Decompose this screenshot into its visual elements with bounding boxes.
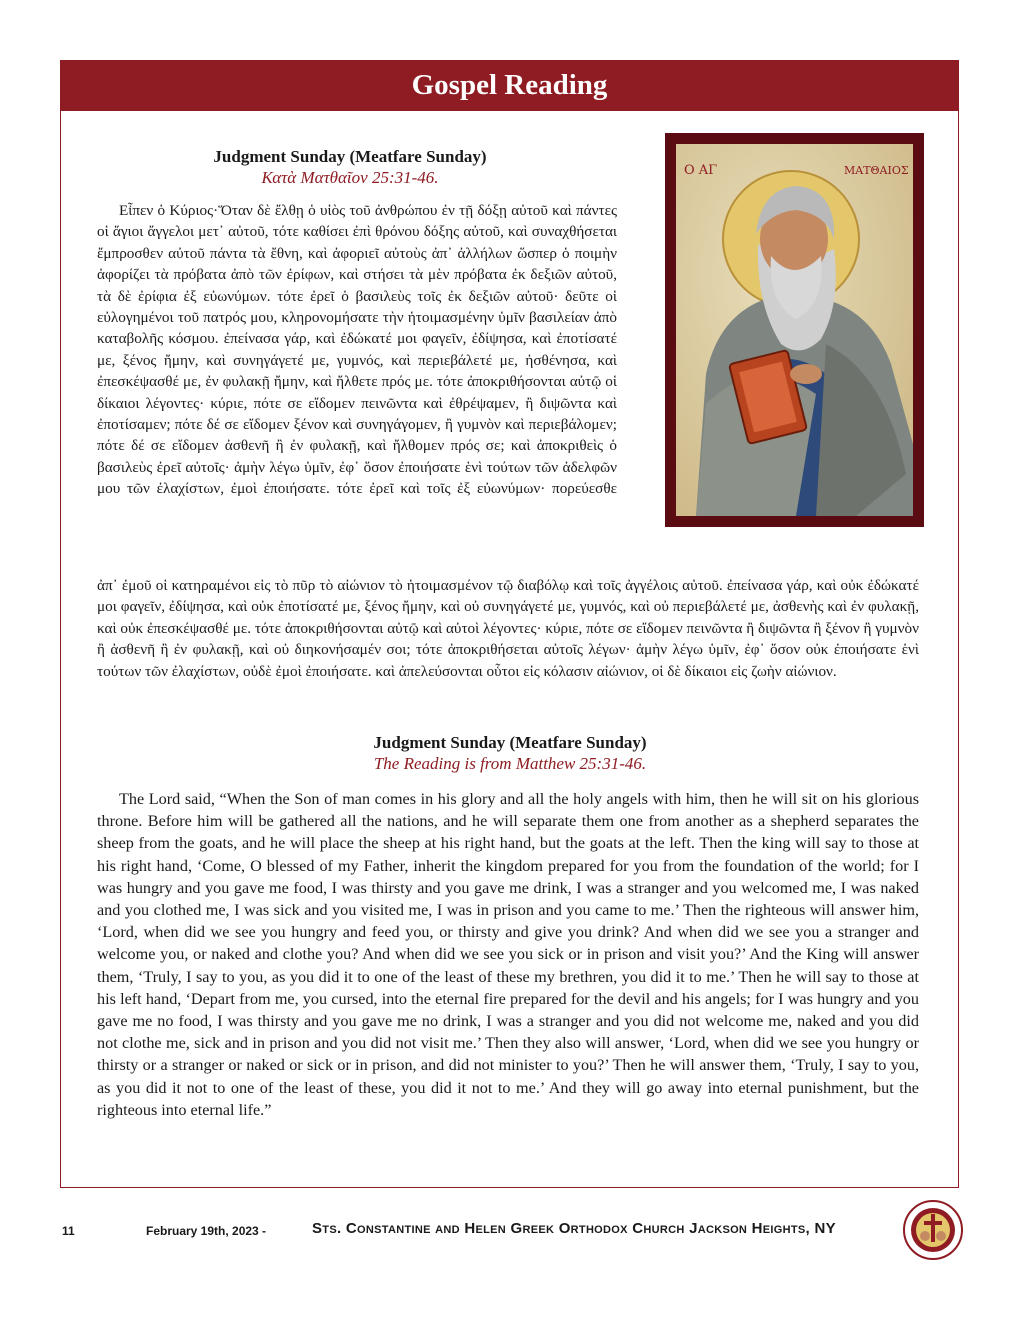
page-number: 11 — [62, 1224, 75, 1238]
greek-heading — [150, 146, 550, 188]
page-banner: Gospel Reading — [60, 60, 959, 111]
english-text: The Lord said, “When the Son of man comes in his glory and all the holy angels with him, then he will sit on his glorious throne. Before him will be gathered all the nations, and he will separate them one from another as a shepherd separates the sheep from the goats, and he will place the sheep at his right hand, but the goats at the left. Then the king will say to those at his right hand, ‘Come, O blessed of my Father, inherit the kingdom prepared for you from the foundation of the world; for I was hungry and you gave me food, I was thirsty and you gave me drink, I was a stranger and you welcomed me, I was naked and you clothed me, I was sick and you visited me, I was in prison and you came to me.’ Then the righteous will answer him, ‘Lord, when did we see you hungry and feed you, or thirsty and give you drink? And when did we see you a stranger and welcome you, or naked and clothe you? And when did we see you sick or in prison and visit you?’ And the King will answer them, ‘Truly, I say to you, as you did it to one of the least of these my brethren, you did it to me.’ Then he will say to those at his left hand, ‘Depart from me, you cursed, into the eternal fire prepared for the devil and his angels; for I was hungry and you gave me no food, I was thirsty and you gave me no drink, I was a stranger and you did not welcome me, naked and you did not clothe me, sick and in prison and you did not visit me.’ Then they also will answer, ‘Lord, when did we see you hungry or thirsty or a stranger or naked or sick or in prison, and did not minister to you?’ Then he will answer them, ‘Truly, I say to you, as you did it not to one of the least of these, you did it not to me.’ And they will go away into eternal punishment, but the righteous into eternal life.” — [97, 790, 919, 1119]
page-footer — [0, 1218, 1020, 1248]
greek-heading-title: Judgment Sunday (Meatfare Sunday) — [213, 147, 487, 166]
greek-text-column: Εἶπεν ὁ Κύριος·Ὅταν δὲ ἔλθῃ ὁ υἱὸς τοῦ ἀνθρώπου ἐν τῇ δόξῃ αὐτοῦ καὶ πάντες οἱ ἅγιοι ἄγγελοι μετ᾽ αὐτοῦ, τότε καθίσει ἐπὶ θρόνου δόξης αὐτοῦ, καὶ συναχθήσεται ἔμπροσθεν αὐτοῦ πάντα τὰ ἔθνη, καὶ ἀφοριεῖ αὐτοὺς ἀπ᾽ ἀλλήλων ὥσπερ ὁ ποιμὴν ἀφορίζει τὰ πρόβατα ἀπὸ τῶν ἐρίφων, καὶ στήσει τὰ μὲν πρόβατα ἐκ δεξιῶν αὐτοῦ, τὰ δὲ ἐρίφια ἐξ εὐωνύμων. τότε ἐρεῖ ὁ βασιλεὺς τοῖς ἐκ δεξιῶν αὐτοῦ· δεῦτε οἱ εὐλογημένοι τοῦ πατρός μου, κληρονομήσατε τὴν ἡτοιμασμένην ὑμῖν βασιλείαν ἀπὸ καταβολῆς κόσμου. ἐπείνασα γάρ, καὶ ἐδώκατέ μοι φαγεῖν, ἐδίψησα, καὶ ἐποτίσατέ με, ξένος ἤμην, καὶ συνηγάγετέ με, γυμνός, καὶ περιεβάλετέ με, ἠσθένησα, καὶ ἐπεσκέψασθέ με, ἐν φυλακῇ ἤμην, καὶ ἤλθετε πρός με. τότε ἀποκριθήσονται αὐτῷ οἱ δίκαιοι λέγοντες· κύριε, πότε σε εἴδομεν πεινῶντα καὶ ἐθρέψαμεν, ἢ διψῶντα καὶ ἐποτίσαμεν; πότε δέ σε εἴδομεν ξένον καὶ συνηγάγομεν, ἢ γυμνὸν καὶ περιεβάλομεν; πότε δέ σε εἴδομεν ἀσθενῆ ἢ ἐν φυλακῇ, καὶ ἤλθομεν πρός σε; καὶ ἀποκριθεὶς ὁ βασιλεὺς ἐρεῖ αὐτοῖς· ἀμὴν λέγω ὑμῖν, ἐφ᾽ ὅσον ἐποιήσατε ἑνὶ τούτων τῶν ἀδελφῶν μου τῶν ἐλαχίστων, ἐμοὶ ἐποιήσατε. τότε ἐρεῖ καὶ τοῖς ἐξ εὐωνύμων· πορεύεσθε — [97, 202, 617, 498]
church-seal-icon — [903, 1200, 963, 1260]
greek-text-continued: ἀπ᾽ ἐμοῦ οἱ κατηραμένοι εἰς τὸ πῦρ τὸ αἰώνιον τὸ ἡτοιμασμένον τῷ διαβόλῳ καὶ τοῖς ἀγγέλοις αὐτοῦ. ἐπείνασα γάρ, καὶ οὐκ ἐδώκατέ μοι φαγεῖν, ἐδίψησα, καὶ οὐκ ἐποτίσατέ με, ξένος ἤμην, καὶ οὐ συνηγάγετέ με, γυμνός, καὶ οὐ περιεβάλετέ με, ἀσθενὴς καὶ ἐν φυλακῇ, καὶ οὐκ ἐπεσκέψασθέ με. τότε ἀποκριθήσονται αὐτῷ καὶ αὐτοὶ λέγοντες· κύριε, πότε σε εἴδομεν πεινῶντα ἢ διψῶντα ἢ ξένον ἢ γυμνὸν ἢ ἀσθενῆ ἢ ἐν φυλακῇ, καὶ οὐ διηκονήσαμέν σοι; τότε ἀποκριθήσεται αὐτοῖς λέγων· ἀμὴν λέγω ὑμῖν, ἐφ᾽ ὅσον οὐκ ἐποιήσατε ἑνὶ τούτων τῶν ἐλαχίστων, οὐδὲ ἐμοὶ ἐποιήσατε. καὶ ἀπελεύσονται οὗτοι εἰς κόλασιν αἰώνιον, οἱ δὲ δίκαιοι εἰς ζωὴν αἰώνιον. — [97, 577, 919, 680]
english-heading-title: Judgment Sunday (Meatfare Sunday) — [373, 733, 647, 752]
saint-matthew-icon-image — [665, 133, 924, 527]
english-heading-reference: The Reading is from Matthew 25:31-46. — [373, 754, 647, 773]
english-heading — [310, 732, 710, 774]
footer-church-name: Sts. Constantine and Helen Greek Orthodox Church Jackson Heights, NY — [312, 1220, 836, 1237]
icon-right-inscription: ΜΑΤΘΑΙΟΣ — [844, 164, 909, 177]
icon-left-inscription: Ο ΑΓ — [684, 163, 718, 178]
footer-date: February 19th, 2023 - — [146, 1224, 267, 1238]
greek-heading-reference: Κατὰ Ματθαῖον 25:31-46. — [261, 168, 439, 187]
